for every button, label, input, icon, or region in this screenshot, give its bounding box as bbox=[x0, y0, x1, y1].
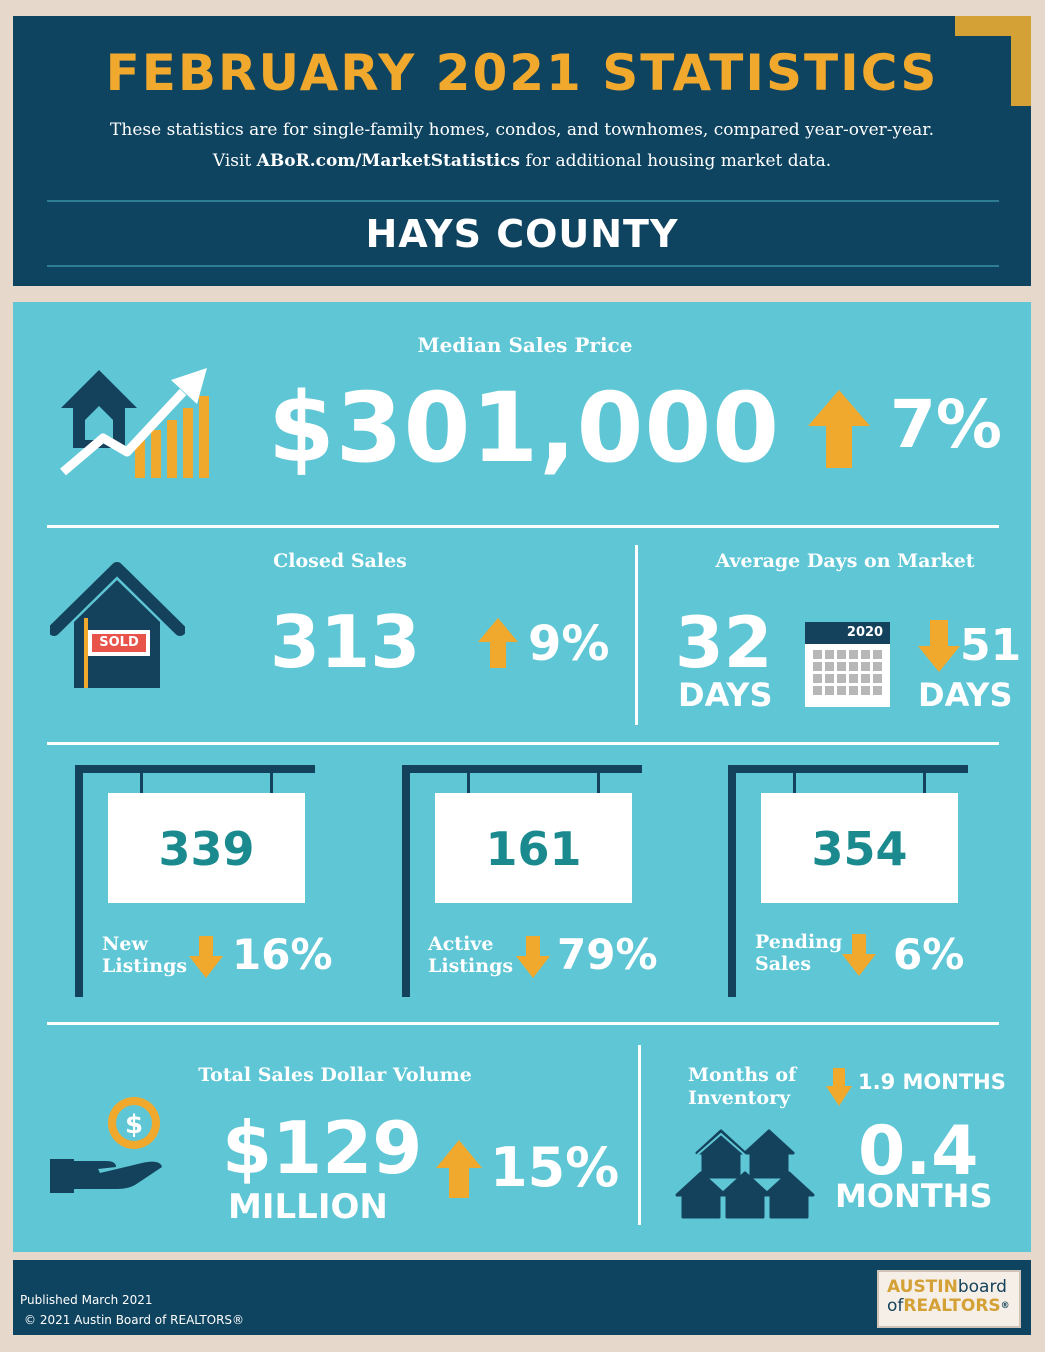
sold-house-icon bbox=[50, 560, 185, 690]
closed-sales-label: Closed Sales bbox=[273, 550, 407, 572]
days-on-market-unit: DAYS bbox=[678, 676, 773, 714]
active-listings-change: 79% bbox=[557, 930, 658, 979]
inventory-label-line2: Inventory bbox=[688, 1087, 791, 1109]
closed-sales-change: 9% bbox=[528, 616, 610, 672]
header-divider-top bbox=[47, 200, 999, 202]
days-on-market-value: 32 bbox=[675, 602, 773, 684]
sign-chain bbox=[793, 773, 796, 793]
days-on-market-change: 51 bbox=[960, 620, 1022, 671]
published-date: Published March 2021 bbox=[20, 1293, 153, 1307]
median-price-change: 7% bbox=[890, 386, 1003, 463]
arrow-down-icon bbox=[842, 934, 876, 976]
active-listings-label-line2: Listings bbox=[428, 955, 514, 977]
logo-registered-mark: ® bbox=[1000, 1301, 1010, 1311]
new-listings-value: 339 bbox=[158, 822, 255, 876]
sign-chain bbox=[923, 773, 926, 793]
sign-chain bbox=[597, 773, 600, 793]
inventory-change: 1.9 MONTHS bbox=[858, 1070, 1006, 1094]
sign-chain bbox=[270, 773, 273, 793]
subtitle-suffix: for additional housing market data. bbox=[520, 151, 832, 171]
sign-post bbox=[402, 765, 410, 997]
active-listings-label-line1: Active bbox=[428, 933, 494, 955]
copyright: © 2021 Austin Board of REALTORS® bbox=[24, 1313, 245, 1327]
house-chart-icon bbox=[55, 360, 215, 480]
subtitle-line-1: These statistics are for single-family homes, condos, and townhomes, compared year-over-year. bbox=[110, 120, 934, 140]
new-listings-change: 16% bbox=[232, 930, 333, 979]
subtitle-line-2 bbox=[13, 151, 1031, 171]
arrow-up-icon bbox=[808, 390, 870, 468]
sign-post bbox=[75, 765, 83, 997]
logo-line-2 bbox=[887, 1296, 1010, 1316]
pending-sales-label-line1: Pending bbox=[755, 931, 843, 953]
county-title: HAYS COUNTY bbox=[365, 212, 679, 256]
logo-line-1 bbox=[887, 1278, 1007, 1296]
inventory-value: 0.4 bbox=[858, 1112, 979, 1191]
new-listings-label-line2: Listings bbox=[102, 955, 188, 977]
days-on-market-change-unit: DAYS bbox=[918, 676, 1013, 714]
subtitle-prefix: Visit bbox=[212, 151, 257, 171]
section-divider-vertical-2 bbox=[638, 1045, 641, 1225]
corner-accent-top bbox=[955, 16, 1031, 36]
median-price-label: Median Sales Price bbox=[417, 333, 633, 357]
pending-sales-label-line2: Sales bbox=[755, 953, 812, 975]
pending-sales-label bbox=[755, 931, 842, 975]
logo-austin: AUSTIN bbox=[887, 1277, 958, 1297]
arrow-up-icon bbox=[478, 618, 518, 668]
volume-unit: MILLION bbox=[228, 1187, 388, 1227]
sign-bar bbox=[728, 765, 968, 773]
active-listings-value: 161 bbox=[485, 822, 582, 876]
section-divider-3 bbox=[47, 1022, 999, 1025]
inventory-unit: MONTHS bbox=[835, 1177, 993, 1215]
median-price-value: $301,000 bbox=[268, 372, 781, 484]
logo-board: board bbox=[957, 1277, 1007, 1297]
arrow-down-icon bbox=[189, 936, 223, 978]
days-on-market-label: Average Days on Market bbox=[715, 550, 975, 572]
header-divider-bottom bbox=[47, 265, 999, 267]
section-divider-vertical-1 bbox=[635, 545, 638, 725]
active-listings-label bbox=[428, 933, 513, 977]
arrow-up-icon bbox=[436, 1140, 482, 1198]
sold-sign-text: SOLD bbox=[99, 635, 139, 650]
volume-label: Total Sales Dollar Volume bbox=[198, 1064, 472, 1086]
arrow-down-icon bbox=[826, 1068, 852, 1106]
svg-text:$: $ bbox=[124, 1110, 144, 1140]
logo-of: of bbox=[887, 1296, 904, 1316]
sign-post bbox=[728, 765, 736, 997]
page-title: FEBRUARY 2021 STATISTICS bbox=[105, 44, 939, 102]
closed-sales-value: 313 bbox=[270, 600, 421, 684]
sign-bar bbox=[402, 765, 642, 773]
sign-chain bbox=[140, 773, 143, 793]
arrow-down-icon bbox=[516, 936, 550, 978]
money-hand-icon bbox=[50, 1095, 170, 1195]
abor-logo[interactable] bbox=[877, 1270, 1021, 1328]
logo-realtors: REALTORS bbox=[903, 1296, 1001, 1316]
calendar-year: 2020 bbox=[846, 625, 884, 640]
houses-icon bbox=[675, 1125, 815, 1220]
inventory-label-line1: Months of bbox=[688, 1064, 797, 1086]
volume-change: 15% bbox=[490, 1136, 620, 1199]
new-listings-label bbox=[102, 933, 187, 977]
section-divider-2 bbox=[47, 742, 999, 745]
arrow-down-icon bbox=[918, 620, 960, 672]
sign-chain bbox=[467, 773, 470, 793]
pending-sales-value: 354 bbox=[811, 822, 908, 876]
inventory-label bbox=[688, 1064, 796, 1110]
pending-sales-change: 6% bbox=[893, 930, 965, 979]
market-statistics-link[interactable]: ABoR.com/MarketStatistics bbox=[256, 151, 520, 171]
section-divider-1 bbox=[47, 525, 999, 528]
new-listings-label-line1: New bbox=[102, 933, 148, 955]
sign-bar bbox=[75, 765, 315, 773]
volume-value: $129 bbox=[222, 1106, 423, 1190]
